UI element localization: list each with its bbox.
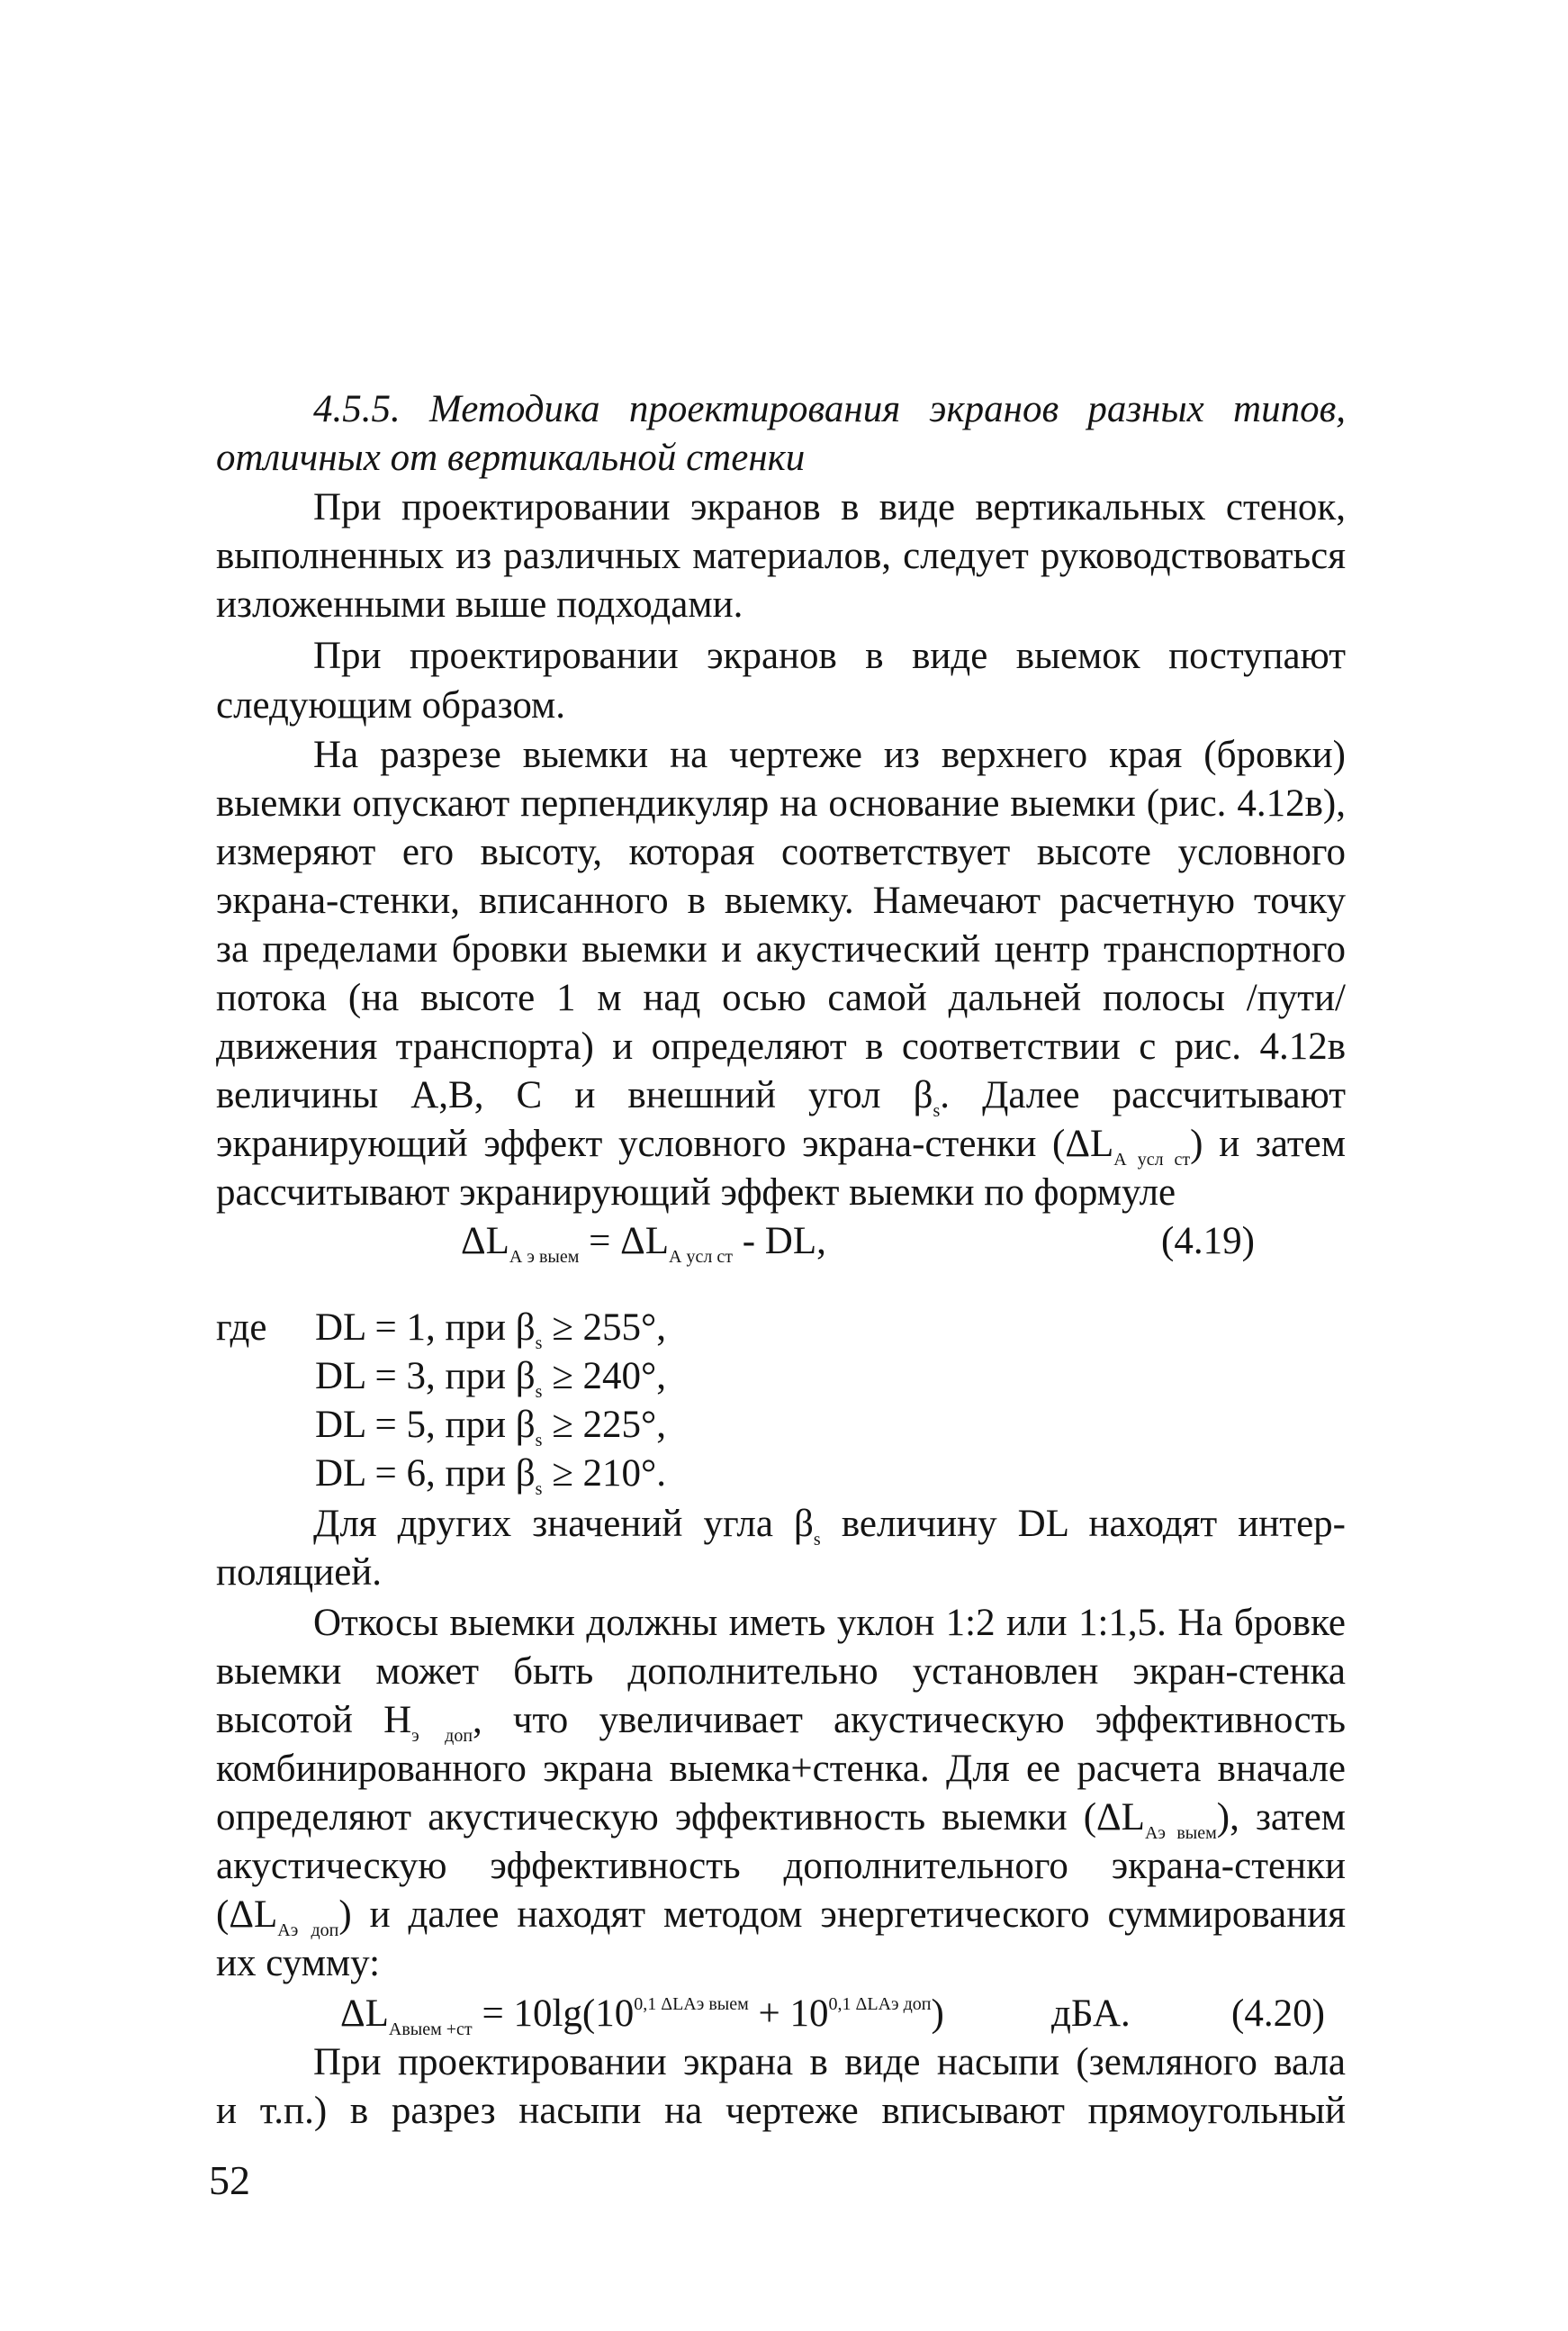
condition-row — [315, 1401, 666, 1450]
paragraph-1-line-2: выполненных из различных материалов, следует руководствоваться — [216, 535, 1346, 577]
eq-term: ΔL — [340, 1992, 389, 2035]
eq-superscript: 0,1 ΔLАэ выем — [634, 1994, 749, 2014]
paragraph-5-line-1: Откосы выемки должны иметь уклон 1:2 или 1:1,5. На бровке — [313, 1602, 1346, 1644]
subscript: s — [535, 1382, 543, 1402]
text-run: высотой H — [216, 1699, 412, 1741]
text-run: DL = 5, при β — [315, 1404, 536, 1446]
condition-row — [315, 1450, 666, 1498]
eq-term: + 10 — [748, 1992, 829, 2035]
equation-4-19 — [461, 1217, 826, 1266]
equation-unit: дБА. — [1051, 1992, 1131, 2035]
text-run: ≥ 225°, — [542, 1404, 666, 1446]
eq-term: = 10lg(10 — [472, 1992, 635, 2035]
eq-superscript: 0,1 ΔLАэ доп — [828, 1994, 932, 2014]
paragraph-4-line-2: поляцией. — [216, 1551, 383, 1594]
text-run: Для других значений угла β — [313, 1503, 814, 1545]
text-run: ≥ 210°. — [542, 1452, 666, 1495]
paragraph-5-line-8: их сумму: — [216, 1942, 381, 1984]
equation-number-4-20: (4.20) — [1231, 1992, 1325, 2035]
text-run: экранирующий эффект условного экрана-стенки (ΔL — [216, 1123, 1114, 1165]
where-label: где — [216, 1306, 267, 1349]
eq-subscript: А усл ст — [669, 1247, 733, 1267]
subscript: s — [933, 1101, 941, 1121]
paragraph-3-line-5: за пределами бровки выемки и акустический центр транспортного — [216, 928, 1346, 971]
paragraph-6-line-2: и т.п.) в разрез насыпи на чертеже вписывают прямоугольный — [216, 2090, 1346, 2132]
paragraph-4-line-1 — [313, 1500, 1346, 1549]
paragraph-5-line-2: выемки может быть дополнительно установлен экран-стенка — [216, 1650, 1346, 1693]
text-run: ) и далее находят методом энергетического суммирования — [338, 1893, 1347, 1936]
text-run: ) и затем — [1190, 1123, 1346, 1165]
text-run: DL = 6, при β — [315, 1452, 536, 1495]
subscript: s — [535, 1333, 543, 1353]
paragraph-3-line-7: движения транспорта) и определяют в соответствии с рис. 4.12в — [216, 1025, 1346, 1068]
paragraph-6-line-1: При проектировании экрана в виде насыпи (земляного вала — [313, 2041, 1346, 2083]
eq-term: - DL, — [732, 1220, 826, 1262]
subscript: s — [535, 1479, 543, 1499]
text-run: ≥ 240°, — [542, 1355, 666, 1397]
eq-term: ) — [931, 1992, 944, 2035]
paragraph-3-line-1: На разрезе выемки на чертеже из верхнего края (бровки) — [313, 734, 1346, 776]
paragraph-3-line-3: измеряют его высоту, которая соответствует высоте условного — [216, 831, 1346, 873]
text-run: определяют акустическую эффективность выемки (ΔL — [216, 1796, 1145, 1839]
eq-subscript: Авыем +ст — [388, 2019, 473, 2039]
text-run: , что увеличивает акустическую эффективность — [473, 1699, 1346, 1741]
text-run: . Далее рассчитывают — [940, 1074, 1346, 1116]
section-heading-line-2: отличных от вертикальной стенки — [216, 437, 806, 479]
paragraph-3-line-9 — [216, 1120, 1346, 1169]
text-run: величину DL находят интер- — [820, 1503, 1346, 1545]
paragraph-5-line-7 — [216, 1891, 1346, 1939]
condition-row — [315, 1304, 666, 1352]
eq-term: = ΔL — [579, 1220, 670, 1262]
paragraph-5-line-5 — [216, 1793, 1346, 1842]
subscript: Аэ доп — [277, 1920, 339, 1940]
text-run: (ΔL — [216, 1893, 278, 1936]
page-number: 52 — [209, 2157, 250, 2203]
subscript: э доп — [411, 1726, 473, 1746]
section-heading-line-1: 4.5.5. Методика проектирования экранов разных типов, — [313, 388, 1346, 430]
text-run: DL = 1, при β — [315, 1306, 536, 1349]
eq-term: ΔL — [461, 1220, 509, 1262]
condition-row — [315, 1352, 666, 1401]
eq-subscript: А э выем — [509, 1247, 580, 1267]
paragraph-1-line-1: При проектировании экранов в виде вертикальных стенок, — [313, 486, 1346, 529]
paragraph-1-line-3: изложенными выше подходами. — [216, 583, 743, 626]
paragraph-3-line-10: рассчитывают экранирующий эффект выемки по формуле — [216, 1171, 1176, 1214]
text-run: величины А,В, С и внешний угол β — [216, 1074, 933, 1116]
subscript: s — [813, 1530, 821, 1549]
paragraph-3-line-2: выемки опускают перпендикуляр на основание выемки (рис. 4.12в), — [216, 782, 1346, 825]
subscript: А усл ст — [1113, 1150, 1191, 1170]
paragraph-2-line-1: При проектировании экранов в виде выемок поступают — [313, 635, 1346, 677]
subscript: s — [535, 1431, 543, 1450]
equation-4-20 — [340, 1990, 944, 2038]
paragraph-5-line-4: комбинированного экрана выемка+стенка. Для ее расчета вначале — [216, 1748, 1346, 1790]
paragraph-2-line-2: следующим образом. — [216, 684, 565, 727]
paragraph-5-line-3 — [216, 1696, 1346, 1745]
text-run: ≥ 255°, — [542, 1306, 666, 1349]
paragraph-3-line-6: потока (на высоте 1 м над осью самой дальней полосы /пути/ — [216, 977, 1346, 1019]
paragraph-3-line-4: экрана-стенки, вписанного в выемку. Намечают расчетную точку — [216, 880, 1346, 922]
paragraph-5-line-6: акустическую эффективность дополнительного экрана-стенки — [216, 1845, 1346, 1887]
text-run: ), затем — [1216, 1796, 1346, 1839]
equation-number-4-19: (4.19) — [1161, 1220, 1255, 1262]
text-run: DL = 3, при β — [315, 1355, 536, 1397]
subscript: Аэ выем — [1144, 1823, 1217, 1843]
paragraph-3-line-8 — [216, 1071, 1346, 1120]
